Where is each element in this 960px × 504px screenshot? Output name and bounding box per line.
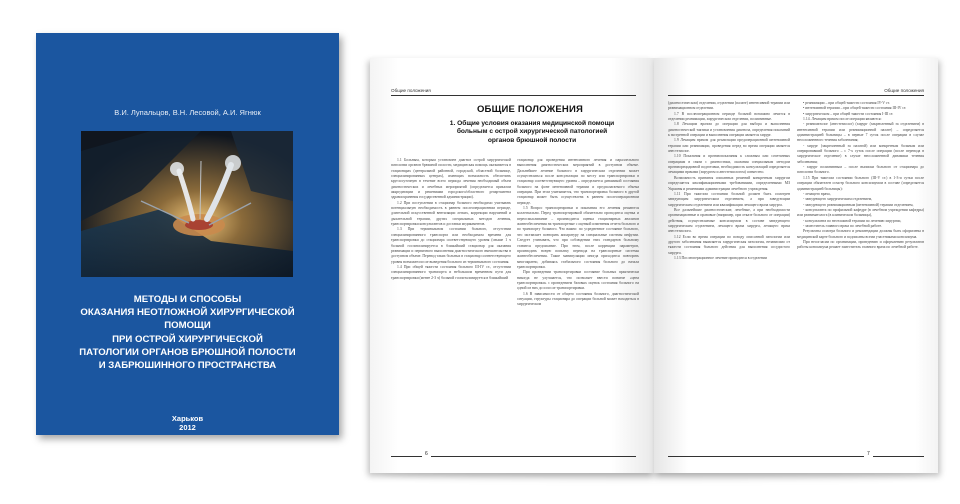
paragraph: - хирург (закрепленный за палатой) или конкретным больным или оперировавший больного – с 7-х суток после операции (после перевода в хирургическое отделение) в случае неосложненной динамики течения заболевания; — [797, 143, 924, 164]
paragraph: - хирург полиативным – после выписки больного от стационара до патологии больного. — [797, 165, 924, 175]
paragraph: 1.10 Показания и противопоказания к сложным или сочетанных операциям в связи с диагностики, оказания специальным методом противорецидивной подготовки, необходимость консультаций определяется лечащими врачами (хирургом и анестезиологом) совместно. — [668, 154, 790, 175]
cover-title-line: МЕТОДЫ И СПОСОБЫ — [133, 294, 242, 305]
paragraph: (диагностическом) отделении, отделении (палате) интенсивной терапии или реанимационном отделении. — [668, 101, 790, 111]
text-column-left-1 — [391, 158, 511, 443]
text-column-left-2 — [517, 158, 639, 443]
cover-title-line: И ЗАБРЮШИННОГО ПРОСТРАНСТВА — [98, 360, 277, 372]
paragraph: 1.5 Вопрос транспортировки и показания его лечения решаются коллегиально. Перед транспортировкой обязательно проводится оценка и переосмысливание – производится оценка стационарных анализов жизнеобеспечения на транспортные с оценкой изменения отчета больного и по транспорту больного. Что важно: по усредненное состояние больного, что заставляет повторять аппаратуру на специальные системы инфузии. Следует учитывать, что при соблюдении этих стандартов больному ставится предписание. При этом, после коррекции параметров, производить новую попытку перевода на транспортные системы жизнеобеспечения. Такие манипуляции иногда приходится повторить многократно, добиваясь стабильного состояния больного до начала транспортировки. — [517, 206, 639, 269]
paragraph: - реаниматолог (анестезиолог) (хирург (закрепленный за отделением) в интенсивной терапии или реанимационной палате) – определяется администрацией больницы – в первые 7 суток после операции в случае неосложненного течения заболевания; — [797, 122, 924, 143]
paragraph: 1.8 Лечащим врачом до операции для выбора и выполнения диагностической тактики и установления диагноза, определения показаний к экстренной операции и выполнения операции является хирург. — [668, 122, 790, 138]
right-page — [654, 58, 938, 473]
paragraph: - лечащего врача, — [803, 191, 831, 196]
paragraph: Все дальнейшие диагностические, лечебные, а при необходимости организационные и правовые (например, при отказе больного от операции) действия, осуществляемые консилиумом в составе заведующего хирургическим отделением, лечащего врача хирурга, лечащего врача анестезиолога. — [668, 207, 790, 234]
cover-title-line: ПРИ ОСТРОЙ ХИРУРГИЧЕСКОЙ — [112, 333, 263, 345]
paragraph: - консультанта по профильной кафедре (в лечебном учреждении кафедры) или реаниматолога (в клиническом больницы), — [797, 207, 924, 218]
cover-imprint — [36, 414, 339, 432]
open-book-spread — [370, 58, 938, 473]
cover-title-line: ОКАЗАНИЯ НЕОТЛОЖНОЙ ХИРУРГИЧЕСКОЙ ПОМОЩИ — [80, 307, 295, 332]
subsection-title-line: органов брюшной полости — [487, 136, 577, 144]
cover-surgery-photo — [81, 131, 293, 277]
paragraph: 1.4 При общей тяжести состояния больного III-IV ст., отсутствии специализированного транспорта и небольшом временном пути для транспортировки (менее 2-3 ч) больной госпитализируется в ближайший — [391, 264, 511, 280]
paragraph: - консультанта по неотложной терапии по лечению хирургии, — [803, 218, 902, 223]
paragraph: • хирургическом – при общей тяжести состояния I-III ст. — [803, 111, 894, 116]
page-number-left: 6 — [422, 451, 431, 457]
text-column-right-2 — [797, 101, 924, 443]
cover-title — [76, 293, 299, 372]
running-head-right: Общие положения — [884, 88, 924, 93]
cover-authors: В.И. Лупальцов, В.Н. Лесовой, А.И. Ягнюк — [114, 108, 261, 117]
paragraph: Возможность принятия описанных решений конкретным хирургом определяется квалификационными требованиями, определенными МЗ Украины и решениями администрации лечебного учреждения. — [668, 175, 790, 191]
paragraph: 1.6 В зависимости от общего состояния больного, диагностической ситуации, структуры стационара до операции больной может находиться в хирургическом — [517, 291, 639, 307]
paragraph: 1.14. Лечащим врачом после операции являются: — [803, 117, 882, 122]
paragraph: 1.9 Лечащим врачом для реализации предоперационной интенсивной терапии или реанимации, проведения перед во время операции является анестезиолог. — [668, 138, 790, 154]
paragraph: • реанимации – при общей тяжести состояния IV-V ст. — [803, 101, 890, 105]
cover-city: Харьков — [171, 414, 204, 423]
paragraph: - заведующего хирургическим отделением, — [803, 197, 873, 202]
paragraph: стационар для проведения интенсивного лечения и параллельного выполнения диагностических мероприятий в доступном объеме. Дальнейшее лечение больного в хирургическом отделении может осуществляться после консультации по месту или транспортировки в стационар соответствующего уровня – определяется динамикой состояния больного на фоне интенсивной терапии и предполагаемого объема операции. При этом учитывается, что транспортировка больного в другой стационар может быть осуществлена в раннем послеоперационном периоде. — [517, 158, 639, 205]
subsection-title — [434, 120, 630, 145]
header-rule — [668, 95, 924, 96]
subsection-title-line: 1. Общие условия оказания медицинской помощи — [449, 120, 615, 127]
running-head-left: Общие положения — [391, 88, 431, 93]
page-number-right: 7 — [864, 451, 873, 457]
section-title: ОБЩИЕ ПОЛОЖЕНИЯ — [476, 104, 584, 115]
paragraph: - заместитель главного врача по лечебной работе. — [803, 223, 883, 228]
cover-year: 2012 — [179, 423, 196, 432]
paragraph: 1.15 При тяжелом состоянии больного (III-V ст.) в 1-3-и сутки после операции обязателен осмотр больного консилиумом в составе (определяется администрацией больницы): — [797, 175, 924, 191]
paragraph: 1.12 Если во время операции по поводу описанной патологии или другого заболевания выявляется хирургическая патология, независимо от тяжести состояния больного действия для выполнения сосудистого хирурга. — [668, 234, 790, 255]
paragraph: При проведении транспортировки состояние больных практически никогда не улучшается, что позволяет ввести понятие «цена транспортировки» с проведением базовых оценок состояния больного на одной из них до и после транспортировки. — [517, 270, 639, 291]
paragraph: 1.3 При терминальном состоянии больного, отсутствии специализированного транспорта или необходимом времени для транспортировки до стационара соответствующего уровня (свыше 1 ч больной госпитализируется в ближайший стационар для оказания реанимации и первичного выполнения диагностического вмешательства в доступном объеме. Перевод таких больных в стационар соответствующего уровня возможен после выведения больного из терминального состояния. — [391, 227, 511, 264]
paragraph: 1.1 Больным, которым установлен диагноз острой хирургической патологии органов брюшной полости, медицинская помощь оказывается в стационарах (центральной районной, городской, областной больнице, специализированных центрах), имеющих возможность обеспечить круглосуточную в течение всего периода лечения необходимый объем диагностических и лечебных мероприятий (определяется приказом аккредитации и решениями городского/областного департамента здравоохранения государственной администрации). — [391, 158, 511, 200]
paragraph: 1.13 Послеоперационное лечение проводится в отделении — [674, 255, 767, 260]
paragraph: 1.2 При поступлении в стационар больного необходимо учитывать потенциальную необходимость в раннем послеоперационном периоде, длительной искусственной вентиляции легких, коррекции нарушений и дыхательной терапии, других специальных методов лечения, транспортировки консультантов и доставки медикаментов. — [391, 200, 511, 227]
book-cover — [36, 33, 339, 435]
text-column-right-1 — [668, 101, 790, 443]
cover-title-line: ПАТОЛОГИИ ОРГАНОВ БРЮШНОЙ ПОЛОСТИ — [79, 346, 296, 358]
paragraph: Результаты осмотра больного и рекомендации должны быть оформлены в медицинской карте больного и подписаны всеми участниками консилиума. — [797, 229, 924, 239]
paragraph: При несогласии по организации, проведению и оформлению результатов работы консилиума решает заместитель главного врача по лечебной работе. — [797, 239, 924, 250]
paragraph: 1.11 При тяжелом состоянии больной должен быть осмотрен заведующим хирургическим отделением, а при заведующим хирургическим отделением или квалификации лечащего врача хирурга. — [668, 191, 790, 207]
paragraph: 1.7 В послеоперационном периоде больной возможно лечится в отделении реанимации, хирургическом отделении, полиативные. — [668, 111, 790, 122]
paragraph: - заведующего реанимационным (интенсивной) терапии отделением, — [803, 202, 914, 207]
footer-rule — [668, 456, 924, 457]
paragraph: • интенсивной терапии – при общей тяжести состояния III-IV ст. — [803, 106, 907, 111]
subsection-title-line: больным с острой хирургической патологией — [456, 128, 608, 136]
left-page — [370, 58, 654, 473]
header-rule — [391, 95, 636, 96]
